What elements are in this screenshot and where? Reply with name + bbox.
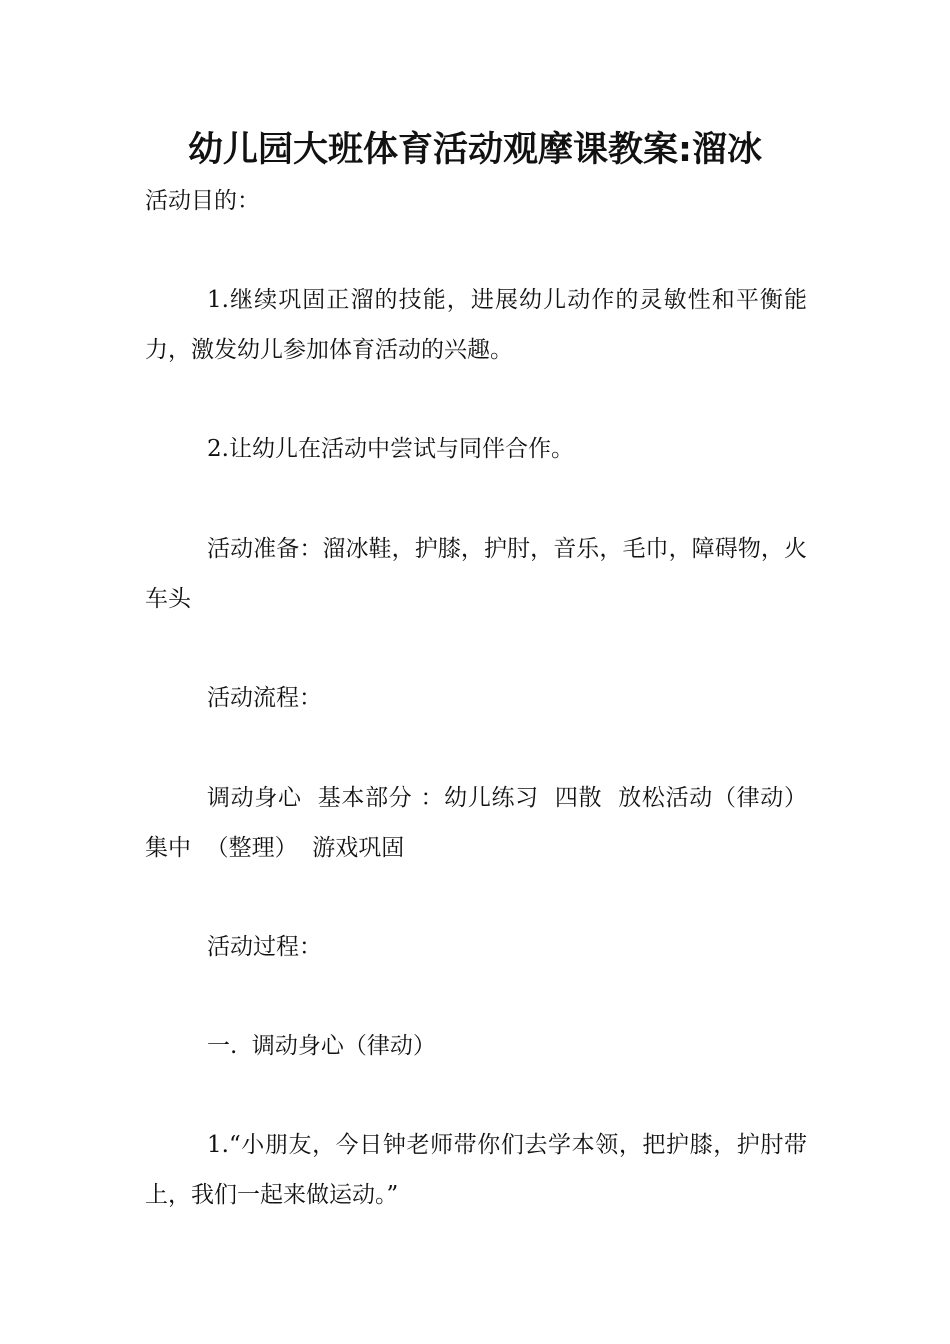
- paragraph-flow-heading: 活动流程：: [207, 685, 322, 711]
- paragraph-goal-1: 1.继续巩固正溜的技能，进展幼儿动作的灵敏性和平衡能力，激发幼儿参加体育活动的兴趣。: [145, 287, 807, 363]
- paragraph-section-1: 一. 调动身心（律动）: [207, 1033, 436, 1059]
- paragraph-flow: 调动身心 基本部分 ：幼儿练习 四散 放松活动（律动）集中 （整理） 游戏巩固: [145, 785, 807, 861]
- paragraph-step-1: 1.“小朋友，今日钟老师带你们去学本领，把护膝，护肘带上，我们一起来做运动。”: [145, 1132, 807, 1208]
- paragraph-goal-2: 2.让幼儿在活动中尝试与同伴合作。: [207, 436, 574, 462]
- paragraph-process-heading: 活动过程：: [207, 934, 322, 960]
- document-title: 幼儿园大班体育活动观摩课教案:溜冰: [188, 130, 762, 170]
- paragraph-preparation: 活动准备：溜冰鞋，护膝，护肘，音乐，毛巾，障碍物，火车头: [145, 536, 807, 612]
- paragraph-activity-goal-heading: 活动目的：: [145, 188, 260, 214]
